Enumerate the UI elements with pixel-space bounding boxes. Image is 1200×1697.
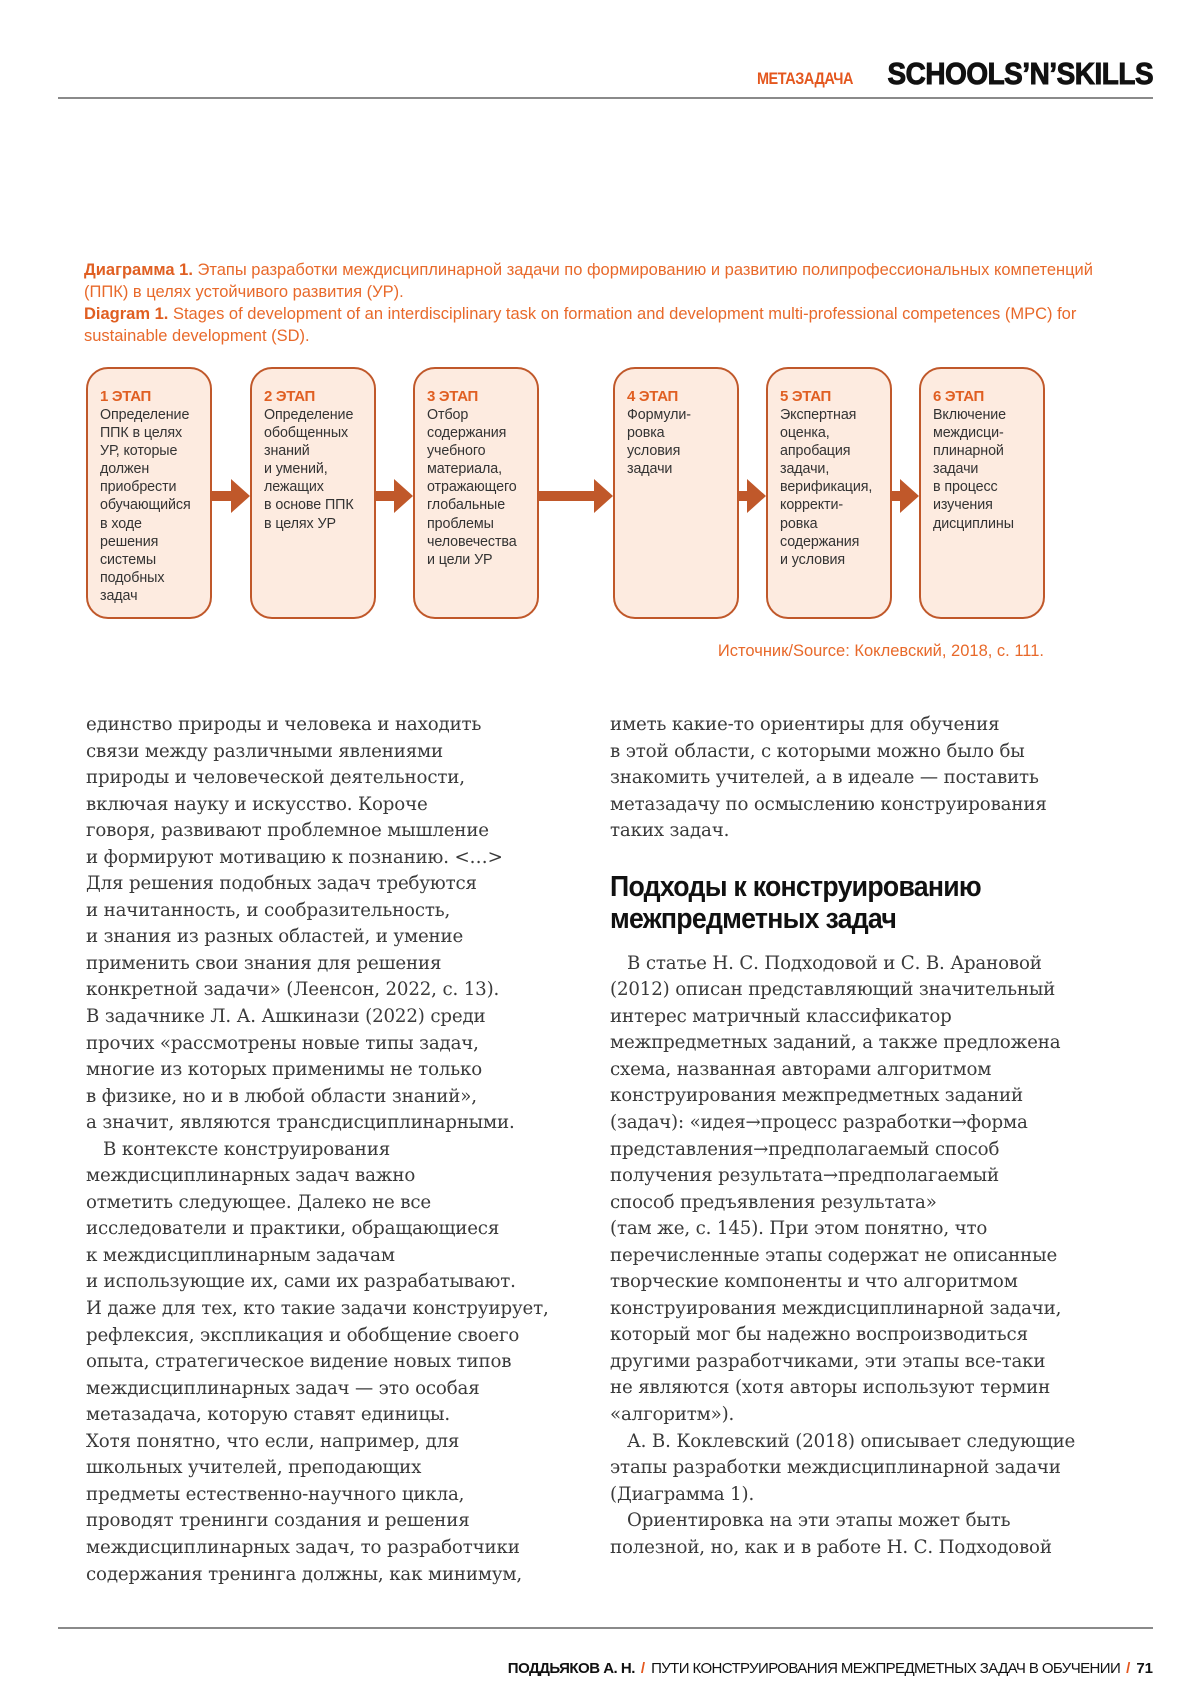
caption-ru (84, 259, 1134, 303)
text-line: полезной, но, как и в работе Н. С. Подходовой (610, 1535, 1075, 1562)
text-line: в этой области, с которыми можно было бы (610, 739, 1075, 766)
text-line: к междисциплинарным задачам (86, 1243, 549, 1270)
running-footer (400, 1660, 1153, 1677)
stage-text-line: Экспертная (780, 406, 890, 424)
footer-title: ПУТИ КОНСТРУИРОВАНИЯ МЕЖПРЕДМЕТНЫХ ЗАДАЧ В ОБУЧЕНИИ (651, 1660, 1120, 1677)
text-line: (2012) описан представляющий значительный (610, 977, 1075, 1004)
stage-text-line: задачи (933, 460, 1043, 478)
stage-text-line: человечества (427, 533, 537, 551)
stage-text-line: Определение (264, 406, 374, 424)
right-column-bottom (610, 951, 1075, 1562)
text-line: «алгоритм»). (610, 1402, 1075, 1429)
stage-box (413, 367, 539, 619)
stage-text-line: задачи (627, 460, 737, 478)
stage-text-line: плинарной (933, 442, 1043, 460)
text-line: который мог бы надежно воспроизводиться (610, 1322, 1075, 1349)
text-line: природы и человеческой деятельности, (86, 765, 549, 792)
text-line: предметы естественно-научного цикла, (86, 1482, 549, 1509)
stage-text-line: верификация, (780, 478, 890, 496)
text-line: метазадачу по осмыслению конструирования (610, 792, 1075, 819)
text-line: интерес матричный классификатор (610, 1004, 1075, 1031)
stage-box (919, 367, 1045, 619)
slash-separator-icon: / (641, 1660, 645, 1677)
text-line: связи между различными явлениями (86, 739, 549, 766)
text-line: проводят тренинги создания и решения (86, 1508, 549, 1535)
footer-author: ПОДДЬЯКОВ А. Н. (508, 1660, 635, 1677)
stage-text-line: Определение (100, 406, 210, 424)
stage-text-line: лежащих (264, 478, 374, 496)
text-line: в физике, но и в любой области знаний», (86, 1084, 549, 1111)
stage-text-line: в ходе (100, 515, 210, 533)
stage-text-line: решения (100, 533, 210, 551)
text-line: знакомить учителей, а в идеале — поставить (610, 765, 1075, 792)
arrow-right-icon (376, 479, 413, 513)
text-line: А. В. Коклевский (2018) описывает следующие (610, 1429, 1075, 1456)
stage-box (613, 367, 739, 619)
text-line: И даже для тех, кто такие задачи конструирует, (86, 1296, 549, 1323)
text-line: отметить следующее. Далеко не все (86, 1190, 549, 1217)
text-line: рефлексия, экспликация и обобщение своего (86, 1323, 549, 1350)
text-line: конструирования междисциплинарной задачи, (610, 1296, 1075, 1323)
journal-logo: SCHOOLS’N’SKILLS (887, 56, 1153, 92)
text-line: В контексте конструирования (86, 1137, 549, 1164)
text-line: и знания из разных областей, и умение (86, 924, 549, 951)
stage-box (86, 367, 212, 619)
text-line: (задач): «идея→процесс разработки→форма (610, 1110, 1075, 1137)
text-line: (там же, с. 145). При этом понятно, что (610, 1216, 1075, 1243)
section-heading (610, 871, 1038, 935)
text-line: и начитанность, и сообразительность, (86, 898, 549, 925)
stage-text-line: материала, (427, 460, 537, 478)
text-line: единство природы и человека и находить (86, 712, 549, 739)
stage-box (766, 367, 892, 619)
stage-text-line: УР, которые (100, 442, 210, 460)
stage-text-line: в целях УР (264, 515, 374, 533)
stage-text-line: и условия (780, 551, 890, 569)
diagram-source: Источник/Source: Коклевский, 2018, с. 111. (718, 642, 1044, 661)
stage-text-line: дисциплины (933, 515, 1043, 533)
stage-text-line: обучающийся (100, 496, 210, 514)
stage-text-line: Формули- (627, 406, 737, 424)
stage-text-line: приобрести (100, 478, 210, 496)
page-number: 71 (1136, 1660, 1153, 1677)
arrow-right-icon (212, 479, 250, 513)
section-label: МЕТАЗАДАЧА (757, 69, 853, 89)
text-line: междисциплинарных задач важно (86, 1163, 549, 1190)
text-line: содержания тренинга должны, как минимум, (86, 1562, 549, 1589)
text-line: Ориентировка на эти этапы может быть (610, 1508, 1075, 1535)
stage-text-line: задачи, (780, 460, 890, 478)
stage-box (250, 367, 376, 619)
stage-text-line: в основе ППК (264, 496, 374, 514)
caption-en (84, 303, 1134, 347)
caption-ru-text: Этапы разработки междисциплинарной задачи по формированию и развитию полипрофессиональных компетенций (ППК) в целях устойчивого развития (УР). (84, 261, 1093, 301)
stage-text-line: обобщенных (264, 424, 374, 442)
text-line: В задачнике Л. А. Ашкинази (2022) среди (86, 1004, 549, 1031)
slash-separator-icon: / (1126, 1660, 1130, 1677)
left-column (86, 712, 549, 1588)
right-column-top (610, 712, 1075, 845)
stage-text-line: системы (100, 551, 210, 569)
header-divider (58, 97, 1153, 99)
text-line: опыта, стратегическое видение новых типов (86, 1349, 549, 1376)
stage-title: 4 ЭТАП (627, 388, 737, 406)
diagram-caption (84, 259, 1134, 347)
text-line: не являются (хотя авторы используют термин (610, 1375, 1075, 1402)
stage-title: 5 ЭТАП (780, 388, 890, 406)
stage-text-line: условия (627, 442, 737, 460)
text-line: творческие компоненты и что алгоритмом (610, 1269, 1075, 1296)
stage-text-line: корректи- (780, 496, 890, 514)
arrow-right-icon (739, 479, 766, 513)
caption-ru-label: Диаграмма 1. (84, 261, 193, 279)
text-line: исследователи и практики, обращающиеся (86, 1216, 549, 1243)
stage-text-line: апробация (780, 442, 890, 460)
stage-text-line: ППК в целях (100, 424, 210, 442)
text-line: и использующие их, сами их разрабатывают. (86, 1269, 549, 1296)
text-line: и формируют мотивацию к познанию. <…> (86, 845, 549, 872)
running-header (600, 56, 1153, 92)
text-line: говоря, развивают проблемное мышление (86, 818, 549, 845)
text-line: В статье Н. С. Подходовой и С. В. Арановой (610, 951, 1075, 978)
right-column (610, 712, 1075, 1561)
section-heading-line: Подходы к конструированию (610, 871, 1038, 903)
stage-title: 1 ЭТАП (100, 388, 210, 406)
caption-en-label: Diagram 1. (84, 305, 168, 323)
text-line: представления→предполагаемый способ (610, 1137, 1075, 1164)
text-line: включая науку и искусство. Короче (86, 792, 549, 819)
text-line: междисциплинарных задач — это особая (86, 1376, 549, 1403)
footer-divider (58, 1627, 1153, 1629)
text-line: Для решения подобных задач требуются (86, 871, 549, 898)
stage-text-line: подобных (100, 569, 210, 587)
stage-text-line: знаний (264, 442, 374, 460)
text-line: межпредметных заданий, а также предложена (610, 1030, 1075, 1057)
stage-text-line: Включение (933, 406, 1043, 424)
stage-text-line: учебного (427, 442, 537, 460)
text-line: схема, названная авторами алгоритмом (610, 1057, 1075, 1084)
stage-text-line: изучения (933, 496, 1043, 514)
text-line: конкретной задачи» (Леенсон, 2022, с. 13). (86, 977, 549, 1004)
stage-title: 2 ЭТАП (264, 388, 374, 406)
text-line: перечисленные этапы содержат не описанные (610, 1243, 1075, 1270)
stage-text-line: Отбор (427, 406, 537, 424)
text-line: метазадача, которую ставят единицы. (86, 1402, 549, 1429)
text-line: применить свои знания для решения (86, 951, 549, 978)
text-line: конструирования межпредметных заданий (610, 1083, 1075, 1110)
text-line: другими разработчиками, эти этапы все-таки (610, 1349, 1075, 1376)
stage-text-line: и умений, (264, 460, 374, 478)
stage-text-line: задач (100, 587, 210, 605)
section-heading-line: межпредметных задач (610, 903, 1038, 935)
text-line: (Диаграмма 1). (610, 1482, 1075, 1509)
arrow-right-icon (892, 479, 919, 513)
text-line: этапы разработки междисциплинарной задачи (610, 1455, 1075, 1482)
text-line: школьных учителей, преподающих (86, 1455, 549, 1482)
text-line: прочих «рассмотрены новые типы задач, (86, 1031, 549, 1058)
text-line: междисциплинарных задач, то разработчики (86, 1535, 549, 1562)
stage-text-line: ровка (780, 515, 890, 533)
text-line: Хотя понятно, что если, например, для (86, 1429, 549, 1456)
text-line: получения результата→предполагаемый (610, 1163, 1075, 1190)
text-line: таких задач. (610, 818, 1075, 845)
stage-text-line: содержания (427, 424, 537, 442)
stage-title: 3 ЭТАП (427, 388, 537, 406)
stage-text-line: междисци- (933, 424, 1043, 442)
stage-text-line: в процесс (933, 478, 1043, 496)
stage-text-line: глобальные (427, 496, 537, 514)
stage-text-line: оценка, (780, 424, 890, 442)
arrow-right-icon (539, 479, 613, 513)
stage-text-line: и цели УР (427, 551, 537, 569)
stage-text-line: отражающего (427, 478, 537, 496)
text-line: а значит, являются трансдисциплинарными. (86, 1110, 549, 1137)
stage-text-line: ровка (627, 424, 737, 442)
stage-text-line: содержания (780, 533, 890, 551)
text-line: способ предъявления результата» (610, 1190, 1075, 1217)
text-line: иметь какие-то ориентиры для обучения (610, 712, 1075, 739)
stage-title: 6 ЭТАП (933, 388, 1043, 406)
stage-text-line: должен (100, 460, 210, 478)
caption-en-text: Stages of development of an interdisciplinary task on formation and development multi-professional competences (MPC) for sustainable development (SD). (84, 305, 1076, 345)
stage-text-line: проблемы (427, 515, 537, 533)
text-line: многие из которых применимы не только (86, 1057, 549, 1084)
